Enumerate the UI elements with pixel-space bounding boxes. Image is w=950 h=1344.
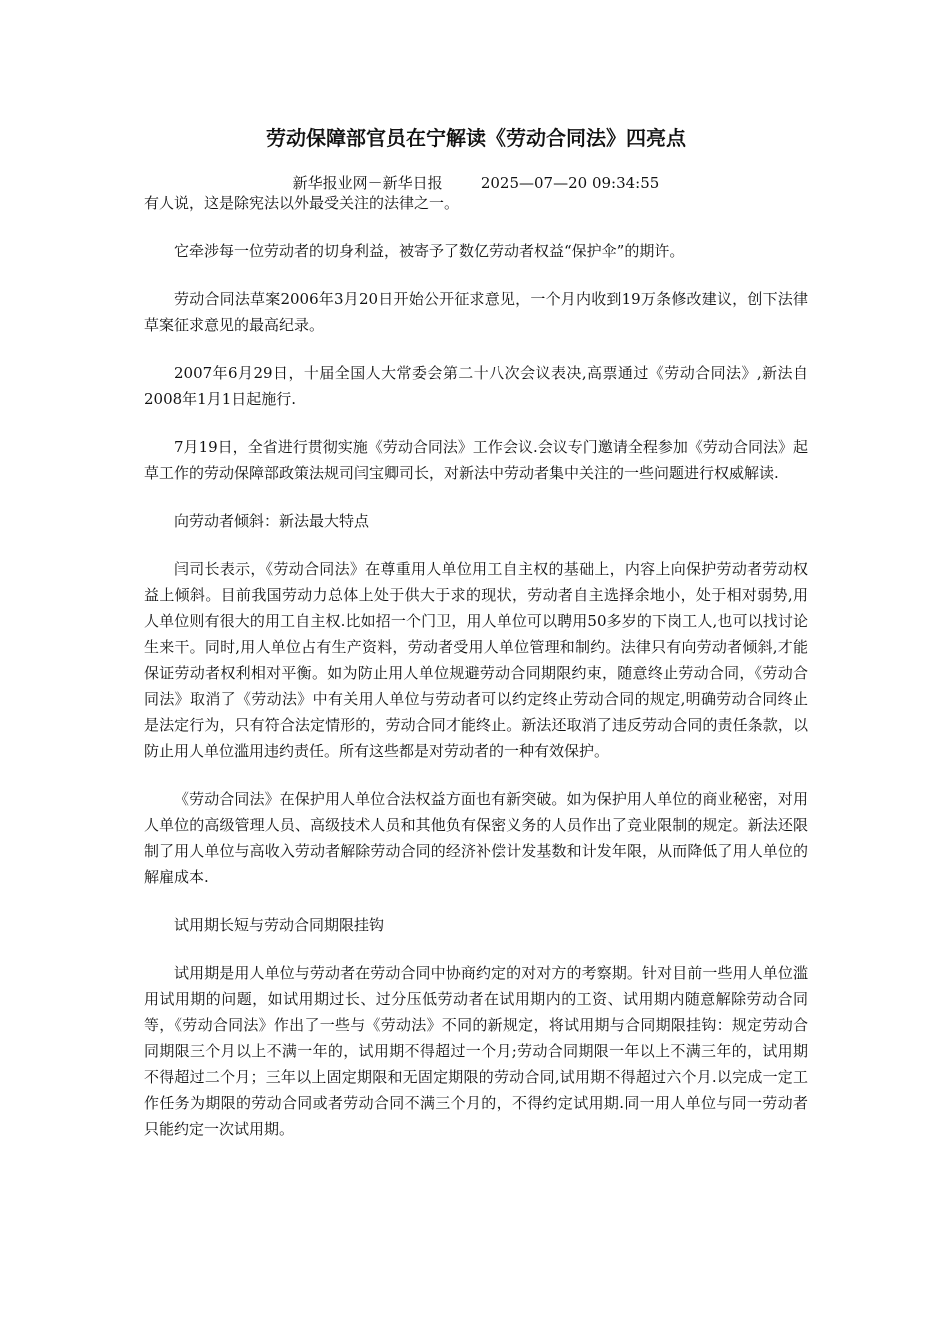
section-heading: 试用期长短与劳动合同期限挂钩 [174,916,385,934]
paragraph: 有人说，这是除宪法以外最受关注的法律之一。 [144,194,460,212]
document-page [144,120,808,1164]
article-title: 劳动保障部官员在宁解读《劳动合同法》四亮点 [266,126,686,150]
paragraph: 《劳动合同法》在保护用人单位合法权益方面也有新突破。如为保护用人单位的商业秘密，对用人单位的高级管理人员、高级技术人员和其他负有保密义务的人员作出了竞业限制的规定。新法还限制了用人单位与高收入劳动者解除劳动合同的经济补偿计发基数和计发年限，从而降低了用人单位的解雇成本. [144,790,808,886]
paragraph: 劳动合同法草案2006年3月20日开始公开征求意见，一个月内收到19万条修改建议，创下法律草案征求意见的最高纪录。 [144,290,808,334]
paragraph: 闫司长表示，《劳动合同法》在尊重用人单位用工自主权的基础上，内容上向保护劳动者劳动权益上倾斜。目前我国劳动力总体上处于供大于求的现状，劳动者自主选择余地小，处于相对弱势,用人单位则有很大的用工自主权.比如招一个门卫，用人单位可以聘用50多岁的下岗工人,也可以找讨论生来干。同时,用人单位占有生产资料，劳动者受用人单位管理和制约。法律只有向劳动者倾斜,才能保证劳动者权利相对平衡。如为防止用人单位规避劳动合同期限约束，随意终止劳动合同，《劳动合同法》取消了《劳动法》中有关用人单位与劳动者可以约定终止劳动合同的规定,明确劳动合同终止是法定行为，只有符合法定情形的，劳动合同才能终止。新法还取消了违反劳动合同的责任条款，以防止用人单位滥用违约责任。所有这些都是对劳动者的一种有效保护。 [144,560,808,760]
paragraph: 试用期是用人单位与劳动者在劳动合同中协商约定的对对方的考察期。针对目前一些用人单位滥用试用期的问题，如试用期过长、过分压低劳动者在试用期内的工资、试用期内随意解除劳动合同等，《劳动合同法》作出了一些与《劳动法》不同的新规定，将试用期与合同期限挂钩：规定劳动合同期限三个月以上不满一年的，试用期不得超过一个月;劳动合同期限一年以上不满三年的，试用期不得超过二个月；三年以上固定期限和无固定期限的劳动合同,试用期不得超过六个月.以完成一定工作任务为期限的劳动合同或者劳动合同不满三个月的，不得约定试用期.同一用人单位与同一劳动者只能约定一次试用期。 [144,964,808,1138]
section-heading: 向劳动者倾斜：新法最大特点 [174,512,370,530]
article-datetime: 2025—07—20 09:34:55 [480,174,660,192]
paragraph: 7月19日，全省进行贯彻实施《劳动合同法》工作会议.会议专门邀请全程参加《劳动合同法》起草工作的劳动保障部政策法规司闫宝卿司长，对新法中劳动者集中关注的一些问题进行权威解读. [144,438,808,482]
paragraph: 2007年6月29日，十届全国人大常委会第二十八次会议表决,高票通过《劳动合同法》,新法自2008年1月1日起施行. [144,364,808,408]
article-source: 新华报业网－新华日报 [292,174,443,192]
paragraph: 它牵涉每一位劳动者的切身利益，被寄予了数亿劳动者权益“保护伞”的期许。 [174,242,685,260]
